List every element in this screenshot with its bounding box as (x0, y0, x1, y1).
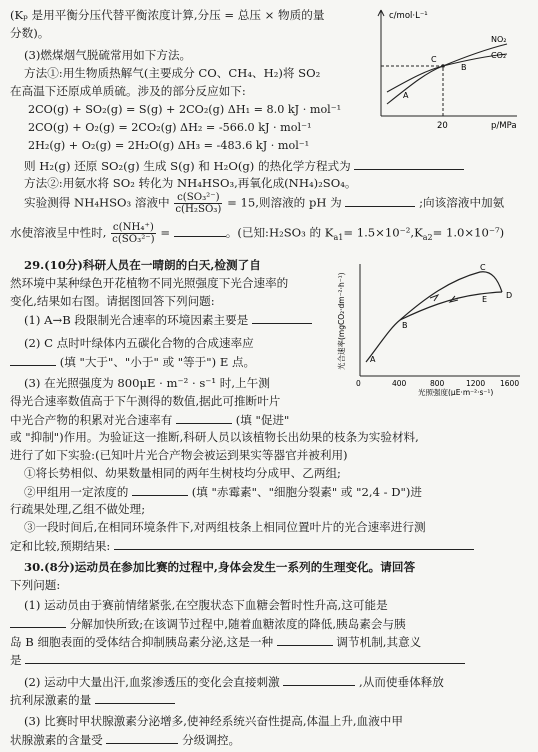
answer-blank[interactable] (345, 195, 415, 207)
question-text: 岛 B 细胞表面的受体结合抑制胰岛素分泌,这是一种 (10, 635, 274, 649)
text-line: (3) 在光照强度为 800μE · m⁻² · s⁻¹ 时,上午测 (24, 376, 270, 390)
text-line: (3)燃煤烟气脱硫常用如下方法。 (24, 48, 192, 62)
text-line: ①将长势相似、幼果数量相同的两年生树枝均分成甲、乙两组; (24, 466, 341, 480)
text-line (10, 616, 406, 631)
text-line (24, 192, 504, 215)
fraction-denominator: c(H₂SO₃) (175, 204, 222, 215)
point-c (441, 64, 445, 68)
question-text: = 1.5×10⁻²,K (343, 225, 423, 240)
x-tick-label: 0 (356, 379, 361, 388)
question-text: = 1.0×10⁻⁷) (432, 225, 505, 240)
equation: 2CO(g) + O₂(g) = 2CO₂(g) ΔH₂ = -566.0 kJ · mol⁻¹ (28, 121, 312, 134)
text-line: 分数)。 (10, 26, 50, 40)
text-line: 进行了如下实验:(已知叶片光合产物会被运到果实等器官并被利用) (10, 448, 348, 462)
x-tick-label: 1600 (500, 379, 520, 388)
text-line: 下列问题: (10, 578, 61, 592)
question-text: = 15,则溶液的 pH 为 (227, 195, 342, 210)
question-text: 实验测得 NH₄HSO₃ 溶液中 (24, 195, 170, 210)
question-text: (填 "促进" (235, 413, 290, 427)
answer-blank[interactable] (354, 158, 464, 170)
text-line: 得光合速率数值高于下午测得的数值,据此可推断叶片 (10, 394, 281, 408)
subscript: a1 (333, 232, 344, 242)
text-line (10, 732, 240, 747)
series-label-no2: NO₂ (491, 35, 507, 44)
point-label-e: E (482, 295, 488, 304)
text-line (10, 538, 474, 553)
text-line (24, 674, 444, 689)
question-30: 30.(8分)运动员在参加比赛的过程中,身体会发生一系列的生理变化。请回答 (24, 560, 416, 574)
text-line (24, 312, 312, 327)
answer-blank[interactable] (10, 616, 66, 628)
question-text: = (160, 225, 171, 240)
question-text: 抗利尿激素的量 (10, 693, 92, 707)
question-text: 。(已知:H₂SO₃ 的 K (225, 225, 334, 240)
question-text: ;向该溶液中加氨 (419, 195, 505, 210)
point-label-c: C (480, 263, 486, 272)
point-label-b: B (402, 321, 408, 330)
text-line: 行疏果处理,乙组不做处理; (10, 502, 146, 516)
question-29: 29.(10分)科研人员在一晴朗的白天,检测了自 (24, 258, 261, 272)
x-axis-label: 光照强度(μE·m⁻²·s⁻¹) (418, 388, 494, 396)
text-line (10, 634, 421, 649)
text-line: (3) 比赛时甲状腺激素分泌增多,使神经系统兴奋性提高,体温上升,血液中甲 (24, 714, 403, 728)
answer-blank[interactable] (95, 692, 175, 704)
question-text: 分级调控。 (182, 733, 241, 747)
text-line (24, 158, 464, 173)
y-axis-label: c/mol·L⁻¹ (389, 11, 428, 21)
question-text: 水使溶液呈中性时, (10, 225, 107, 240)
text-line: 然环境中某种绿色开花植物不同光照强度下光合速率的 (10, 276, 289, 290)
point-label-a: A (403, 91, 409, 100)
text-line: (1) 运动员由于赛前情绪紧张,在空腹状态下血糖会暂时性升高,这可能是 (24, 598, 388, 612)
answer-blank[interactable] (277, 634, 333, 646)
answer-blank[interactable] (25, 652, 465, 664)
x-tick-label: 400 (392, 379, 407, 388)
question-text: (填 "大于"、"小于" 或 "等于") E 点。 (59, 355, 256, 369)
x-tick-label: 20 (437, 121, 448, 131)
question-text: 中光合产物的积累对光合速率有 (10, 413, 173, 427)
text-line: 变化,结果如右图。请据图回答下列问题: (10, 294, 215, 308)
point-label-a: A (370, 355, 376, 364)
equation: 2H₂(g) + O₂(g) = 2H₂O(g) ΔH₃ = -483.6 kJ · mol⁻¹ (28, 139, 310, 152)
question-text: 状腺激素的含量受 (10, 733, 103, 747)
y-axis-label: 光合速率(mgCO₂·dm⁻²·h⁻¹) (337, 272, 346, 370)
text-line: ③一段时间后,在相同环境条件下,对两组枝条上相同位置叶片的光合速率进行测 (24, 520, 426, 534)
fraction-numerator: c(SO₃²⁻) (174, 192, 222, 204)
question-text: (2) 运动中大量出汗,血浆渗透压的变化会直接刺激 (24, 675, 280, 689)
question-text: 则 H₂(g) 还原 SO₂(g) 生成 S(g) 和 H₂O(g) 的热化学方程式为 (24, 159, 351, 173)
point-label-d: D (506, 291, 513, 300)
text-line (24, 484, 422, 499)
question-text: 分解加快所致;在该调节过程中,随着血糖浓度的降低,胰岛素会与胰 (69, 617, 406, 631)
point-label-c: C (431, 55, 437, 64)
subscript: a2 (422, 232, 433, 242)
text-line: (2) C 点时叶绿体内五碳化合物的合成速率应 (24, 336, 254, 350)
text-line (10, 354, 255, 369)
answer-blank[interactable] (132, 484, 188, 496)
x-tick-label: 1200 (466, 379, 486, 388)
series-label-co2: CO₂ (491, 51, 507, 60)
fraction-numerator: c(NH₄⁺) (112, 222, 154, 233)
text-line (10, 412, 289, 427)
question-text: 定和比较,预期结果: (10, 539, 111, 553)
answer-blank[interactable] (174, 225, 226, 237)
answer-blank[interactable] (252, 312, 312, 324)
morning-curve (366, 272, 502, 362)
question-text: ②甲组用一定浓度的 (24, 485, 129, 499)
text-line (10, 222, 504, 245)
answer-blank[interactable] (114, 538, 474, 550)
question-text: 调节机制,其意义 (336, 635, 422, 649)
answer-blank[interactable] (176, 412, 232, 424)
question-text: (填 "赤霉素"、"细胞分裂素" 或 "2,4 - D")进 (191, 485, 422, 499)
series-curve-co2 (387, 54, 507, 92)
x-axis-label: p/MPa (491, 121, 517, 131)
fraction (174, 192, 222, 215)
text-line: 或 "抑制")作用。为验证这一推断,科研人员以该植物长出幼果的枝条为实验材料, (10, 430, 419, 444)
text-line: 方法②:用氨水将 SO₂ 转化为 NH₄HSO₃,再氧化成(NH₄)₂SO₄。 (24, 176, 357, 190)
answer-blank[interactable] (10, 354, 56, 366)
fraction-denominator: c(SO₃²⁻) (112, 234, 155, 245)
point-label-b: B (461, 63, 467, 72)
text-line (10, 652, 465, 667)
question-text: 是 (10, 653, 22, 667)
x-tick-label: 800 (430, 379, 445, 388)
bio-graph (330, 258, 530, 396)
question-text: ,从而使垂体释放 (359, 675, 444, 689)
answer-blank[interactable] (283, 674, 355, 686)
equation: 2CO(g) + SO₂(g) = S(g) + 2CO₂(g) ΔH₁ = 8.0 kJ · mol⁻¹ (28, 103, 342, 116)
text-line: (Kₚ 是用平衡分压代替平衡浓度计算,分压 = 总压 × 物质的量 (10, 8, 325, 22)
fraction (111, 222, 156, 245)
chem-graph (367, 4, 527, 132)
text-line: 在高温下还原成单质硫。涉及的部分反应如下: (10, 84, 246, 98)
question-text: (1) A→B 段限制光合速率的环境因素主要是 (24, 313, 249, 327)
answer-blank[interactable] (106, 732, 178, 744)
text-line (10, 692, 175, 707)
text-line: 方法①:用生物质热解气(主要成分 CO、CH₄、H₂)将 SO₂ (24, 66, 321, 80)
